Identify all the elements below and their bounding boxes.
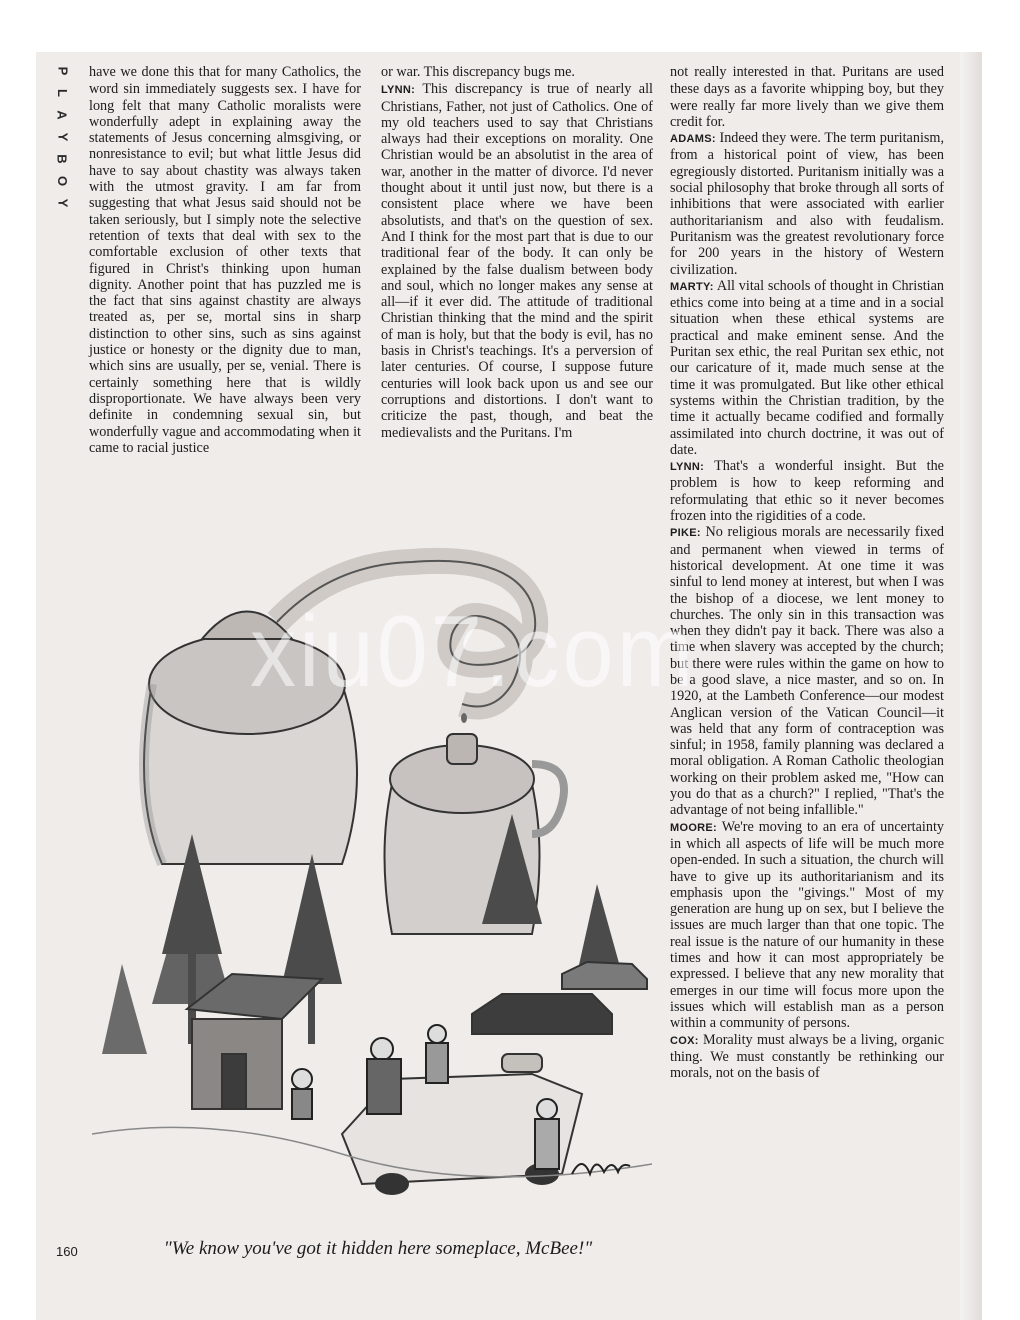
text-column-1 <box>89 64 361 456</box>
masthead-letter: B <box>54 154 70 164</box>
speaker-label: MOORE: <box>670 821 718 834</box>
paragraph-text: That's a wonderful insight. But the problem is how to keep reforming and reformulating that ethic so it never becomes frozen into the rigidities of a code. <box>670 458 944 525</box>
paragraph <box>381 81 653 441</box>
paragraph <box>670 130 944 278</box>
paragraph <box>89 64 361 456</box>
paragraph <box>670 819 944 1032</box>
paragraph-text: We're moving to an era of uncertainty in which all aspects of life will be much more open-ended. In such a situation, the church will have to give up its authoritarianism and its emphasis upon the "givings." Most of my generation are hung up on sex, but I believe the issues are much larger than that one topic. The real issue is the nature of our humanity in these times and how it can most appropriately be expressed. I believe that any new morality that emerges in our time will focus more upon the issues which will establish man as a person within a community of persons. <box>670 818 944 1032</box>
masthead-letter: P <box>54 66 70 76</box>
text-column-3 <box>670 64 944 1081</box>
masthead-letter: L <box>54 89 70 97</box>
paragraph <box>670 1032 944 1082</box>
masthead-letter: O <box>55 175 70 187</box>
masthead-letter: Y <box>54 198 70 208</box>
paragraph-text: No religious morals are necessarily fixed and permanent when viewed in terms of historical development. At one time it was sinful to lend money at interest, but when I was the bishop of a diocese, we lent money to churches. The only sin in this transaction was when they didn't pay it back. There was also a time when slavery was accepted by the church; but there were rules within the game on how to be a good slave, a nice master, and so on. In 1920, at the Lambeth Conference—our modest Anglican version of the Vatican Council—it was held that any form of contraception was sinful; in 1958, family planning was declared a moral obligation. A Roman Catholic theologian working on their problem asked me, "How can you do that as a church?" I replied, "That's the advantage of not being infallible." <box>670 524 945 819</box>
text-column-2 <box>381 64 653 441</box>
paragraph <box>670 524 944 818</box>
paragraph <box>381 64 653 81</box>
paragraph-text: or war. This discrepancy bugs me. <box>381 64 575 80</box>
paragraph <box>670 458 944 524</box>
paragraph <box>670 64 944 130</box>
drip <box>461 713 467 723</box>
paragraph-text: All vital schools of thought in Christian ethics come into being at a time and in a social situation when these ethical systems are practical and make eminent sense. And the Puritan sex ethic, the real Puritan sex ethic, not our caricature of it, made much sense at the time it was promulgated. But like other ethical systems within the Christian tradition, by the time it actually became codified and formally assimilated into church doctrine, it was out of date. <box>670 277 944 458</box>
masthead-letter: A <box>54 110 70 120</box>
speaker-label: PIKE: <box>670 527 701 540</box>
page-edge-shadow <box>960 52 982 1320</box>
cartoon-caption: "We know you've got it hidden here someplace, McBee!" <box>163 1238 593 1259</box>
paragraph <box>670 278 944 458</box>
speaker-label: COX: <box>670 1034 699 1047</box>
small-jug <box>385 734 565 934</box>
speaker-label: LYNN: <box>670 461 705 474</box>
speaker-label: ADAMS: <box>670 133 716 146</box>
paragraph-text: Morality must always be a living, organic thing. We must constantly be rethinking our morals, not on the basis of <box>670 1031 945 1082</box>
paragraph-text: have we done this that for many Catholics, the word sin immediately suggests sex. I have for long felt that many Catholic moralists were wonderfully adept in explaining away the statements of Jesus concerning almsgiving, or nonresistance to evil; but what little Jesus did have to say about chastity was always taken with the utmost gravity. I am far from suggesting that what Jesus said should not be taken seriously, but I simply note the selective retention of texts that deal with sex to the comfortable exclusion of other texts that figured in Christ's thinking upon human dignity. Another point that has puzzled me is the fact that sins against chastity are always treated as, per se, mortal sins in sharp distinction to other sins, such as sins against justice or honesty or the dignity due to man, which sins are usually, per se, venial. There is certainly something here that is wildly disproportionate. We have always been very definite in condemning sexual sin, but wonderfully vague and accommodating when it came to racial justice <box>89 64 361 456</box>
paragraph-text: not really interested in that. Puritans are used these days as a favorite whipping boy, but they were really far more lively than we give them credit for. <box>670 64 944 130</box>
page-number: 160 <box>56 1244 78 1259</box>
speaker-label: LYNN: <box>381 84 416 97</box>
paragraph-text: Indeed they were. The term puritanism, from a historical point of view, has been egregiously distorted. Puritanism initially was a social philosophy that broke through all sorts of inhibitions that were associated with earlier authoritarianism and also with feudalism. Puritanism was the greatest revolutionary force for 200 years in the history of Western civilization. <box>670 130 944 278</box>
paragraph-text: This discrepancy is true of nearly all Christians, Father, not just of Catholics. One of my old teachers used to say that Christians always had their exceptions on morality. One Christian would be an absolutist in the area of war, another in the matter of divorce. I'd never thought about it until just now, but there is a consistent place where we have been absolutists, and that's on the question of sex. And I think for the most part that is due to our traditional fear of the body. It can only be explained by the false dualism between body and soul, which no longer makes any sense at all—if it ever did. The attitude of traditional Christian thinking that the mind and the spirit of man is holy, but that the body is evil, has no basis in Christ's teachings. It's a perversion of later centuries. Of course, I suppose future centuries will look back upon us and see our corruptions and distortions. I don't want to criticize the past, though, and beat the medievalists and the Puritans. I'm <box>381 81 653 441</box>
masthead-letter: Y <box>54 132 70 142</box>
playboy-masthead <box>52 64 72 210</box>
watermark: xiu07.com <box>250 595 697 709</box>
speaker-label: MARTY: <box>670 280 714 293</box>
